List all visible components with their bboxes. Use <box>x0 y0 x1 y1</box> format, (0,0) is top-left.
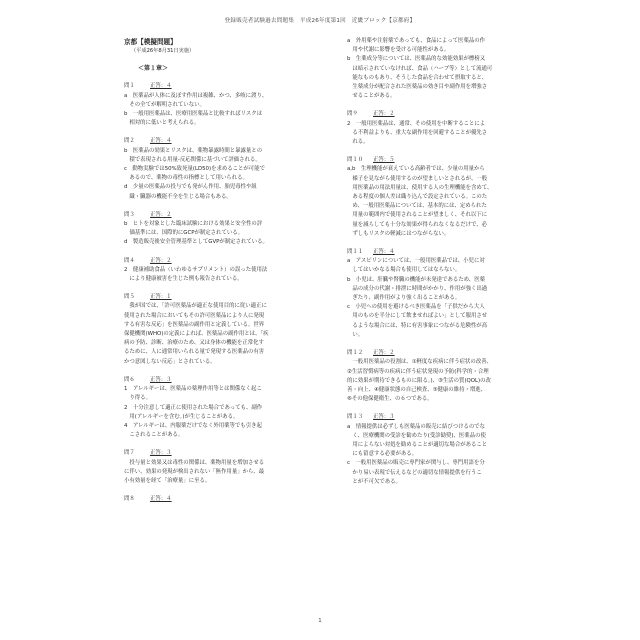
question-number: 問４ <box>124 257 135 264</box>
correct-answer: 正答：１ <box>150 294 172 301</box>
explanation-line: その全てが解明されていない。 <box>124 101 205 108</box>
question-heading <box>124 495 346 504</box>
correct-answer: 正答：３ <box>150 450 172 457</box>
question-number: 問８ <box>124 496 135 503</box>
question-number: 問１０ <box>347 157 364 164</box>
explanation-line: 2 十分注意して適正に使用された場合であっても、副作 <box>124 404 263 411</box>
explanation-line: るような場合には、特に有害事象につながる危険性が高 <box>347 322 488 329</box>
explanation-line: 量を減らしても十分な効果が得られなくなるだけで、必 <box>347 221 488 228</box>
explanation-line: 積で表現される用量-反応関係に基づいて評価される。 <box>124 156 261 163</box>
question-heading <box>124 211 346 220</box>
correct-answer: 正答：２ <box>150 211 172 218</box>
question-number: 問３ <box>124 211 135 218</box>
question-heading <box>347 110 567 119</box>
explanation-line: かつ意図しない反応」とされている。 <box>124 358 216 365</box>
explanation-line: 我が国では、「許可医薬品が適正な使用目的に従い適正に <box>124 303 267 310</box>
explanation-line: b 生薬成分等については、医薬品的な効能効果が標榜又 <box>347 56 486 63</box>
explanation-line: かり易い表現で伝えるなどの適切な情報提供を行うこ <box>347 469 482 476</box>
explanation-line: 投与量と効果又は毒性の関係は、薬物用量を増加させる <box>124 459 265 466</box>
exam-title: 京都【模擬問題】 <box>124 38 177 46</box>
right-column <box>347 37 567 487</box>
question-heading <box>347 156 567 165</box>
question-number: 問７ <box>124 450 135 457</box>
chapter-heading: ＜第１章＞ <box>138 65 169 73</box>
correct-answer: 正答：５ <box>373 157 395 164</box>
explanation-line: 生薬成分が配合された医薬品の効き目や副作用を増強さ <box>347 84 488 91</box>
question-number: 問１１ <box>347 249 364 256</box>
explanation-line: 用のものを半分にして飲ませればよい」として服用させ <box>347 313 488 320</box>
left-question-list <box>124 82 346 504</box>
explanation-line: 使用された場合においてもその許可医薬品により人に発現 <box>124 312 265 319</box>
explanation-line: 小有効量を経て「治療量」に至る。 <box>124 477 211 484</box>
explanation-line: せることがある。 <box>347 93 396 100</box>
correct-answer: 正答：２ <box>373 350 395 357</box>
correct-answer: 正答：４ <box>150 496 172 503</box>
explanation-line: あるので、薬物の毒性の指標として用いられる。 <box>124 175 248 182</box>
question-heading <box>124 449 346 458</box>
continued-answer-text <box>347 37 567 101</box>
explanation-line: ある程度の個人差は織り込んで設定されている。このた <box>347 194 488 201</box>
explanation-line: してはいかなる場合も使用してはならない。 <box>347 267 461 274</box>
question-number: 問１ <box>124 83 135 90</box>
explanation-line: b ヒトを対象とした臨床試験における効果と安全性の評 <box>124 221 263 228</box>
explanation-line: れる。 <box>347 139 369 146</box>
question-number: 問１３ <box>347 414 364 421</box>
explanation-line: c 小児への使用を避けるべき医薬品を「子供だから大人 <box>347 304 485 311</box>
explanation-line: り得る。 <box>124 395 151 402</box>
explanation-line: 用や代謝に影響を受ける可能性がある。 <box>347 47 450 54</box>
explanation-line: 用量の範囲内で使用されることが望ましく、それ以下に <box>347 212 488 219</box>
question-heading <box>124 82 346 91</box>
explanation-line: d 少量の医薬品の投与でも発がん作用、胎児毒性や組 <box>124 184 257 191</box>
question-heading <box>124 137 346 146</box>
explanation-line: する有害な反応」を医薬品の副作用と定義している。世界 <box>124 321 265 328</box>
explanation-line: b 一般用医薬品は、医療用医薬品と比較すればリスクは <box>124 111 263 118</box>
explanation-line: ⑥その他保健衛生、の６つである。 <box>347 396 433 403</box>
correct-answer: 正答：３ <box>150 376 172 383</box>
explanation-line: 相対的に低いと考えられる。 <box>124 120 200 127</box>
explanation-line: 用(アレルギーを含む。)が生じることがある。 <box>124 413 239 420</box>
explanation-line: ②生活習慣病等の疾病に伴う症状発現の予防(科学的・合理 <box>347 368 489 375</box>
explanation-line: る不利益よりも、重大な副作用を回避することが優先さ <box>347 129 488 136</box>
explanation-line: により健康被害を生じた例も報告されている。 <box>124 276 243 283</box>
correct-answer: 正答：４ <box>150 138 172 145</box>
explanation-line: ぎたり、副作用がより強く出ることがある。 <box>347 295 461 302</box>
explanation-line: 2 健康補助食品（いわゆるサプリメント）の誤った使用法 <box>124 266 268 273</box>
question-heading <box>124 257 346 266</box>
explanation-line: 価基準には、国際的にGCPが制定されている。 <box>124 230 244 237</box>
explanation-line: b 小児は、肝臓や腎臓の機能が未発達であるため、医薬 <box>347 276 485 283</box>
explanation-line: a アスピリンについては、一般用医薬品では、小児に対 <box>347 258 485 265</box>
page-header: 登録販売者試験過去問題集 平成26年度第1回 近畿ブロック【京都府】 <box>224 18 416 24</box>
explanation-line: こされることがある。 <box>124 432 184 439</box>
explanation-line: b 医薬品の効果とリスクは、薬物暴露時間と暴露量との <box>124 147 263 154</box>
explanation-line: c 一般用医薬品の販売に専門家が関与し、専門用語を分 <box>347 460 485 467</box>
explanation-line: c 動物実験では50%致死量(LD50)を求めることが可能で <box>124 166 265 173</box>
explanation-line: に伴い、効果の発現が検出されない「無作用量」から、最 <box>124 468 265 475</box>
explanation-line: 用医薬品の用法用量は、使用する人の生理機能を含めて、 <box>347 184 493 191</box>
page-number: 1 <box>318 618 322 624</box>
explanation-line: d 製造販売後安全管理基準としてGVPが制定されている。 <box>124 239 268 246</box>
explanation-line: 善・向上、④健康状態の自己検査、⑤健康の維持・増進、 <box>347 386 487 393</box>
explanation-line: 保健機関(WHO)の定義によれば、医薬品の副作用とは、「疾 <box>124 331 269 338</box>
question-heading <box>124 293 346 302</box>
explanation-line: 様子を見ながら使用するのが望ましいとされるが、一般 <box>347 175 488 182</box>
exam-date: （平成26年8月31日実施） <box>131 48 195 54</box>
question-number: 問５ <box>124 294 135 301</box>
correct-answer: 正答：２ <box>150 257 172 264</box>
explanation-line: 4 アレルギーは、内服薬だけでなく外用薬等でも引き起 <box>124 422 262 429</box>
correct-answer: 正答：４ <box>150 83 172 90</box>
left-column <box>124 37 346 504</box>
explanation-line: く、医療機関の受診を勧めたり(受診勧奨)、医薬品の使 <box>347 432 486 439</box>
explanation-line: 用によらない対処を勧めることが適切な場合があること <box>347 441 488 448</box>
explanation-line: い。 <box>347 331 364 338</box>
explanation-line: は暗示されていなければ、食品（ハーブ等）として流通可 <box>347 65 493 72</box>
correct-answer: 正答：３ <box>373 414 395 421</box>
explanation-line: a,b 生理機能が衰えている高齢者では、少量の用量から <box>347 166 485 173</box>
correct-answer: 正答：２ <box>373 111 395 118</box>
question-number: 問９ <box>347 111 358 118</box>
explanation-line: ずしもリスクの軽減にはつながらない。 <box>347 230 450 237</box>
explanation-line: 品の成分の代謝・排泄に時間がかかり、作用が強く出過 <box>347 285 488 292</box>
explanation-line: とが不可欠である。 <box>347 478 401 485</box>
explanation-line: 一般用医薬品の役割は、①軽度な疾病に伴う症状の改善、 <box>347 359 492 366</box>
explanation-line: 織・臓器の機能不全を生じる場合もある。 <box>124 193 232 200</box>
explanation-line: 2 一般用医薬品は、通常、その使用を中断することによ <box>347 120 486 127</box>
explanation-line: a 情報提供は必ずしも医薬品の販売に結びつけるのでな <box>347 423 486 430</box>
explanation-line: 病の予防、診断、治療のため、又は身体の機能を正常化す <box>124 340 264 347</box>
right-question-list <box>347 110 567 487</box>
correct-answer: 正答：４ <box>373 249 395 256</box>
question-heading <box>347 248 567 257</box>
question-heading <box>124 376 346 385</box>
explanation-line: a 外用薬や注射薬であっても、食品によって医薬品の作 <box>347 38 486 44</box>
question-number: 問２ <box>124 138 135 145</box>
question-heading <box>347 349 567 358</box>
question-number: 問６ <box>124 376 135 383</box>
explanation-line: るために、人に通常用いられる量で発現する医薬品の有害 <box>124 349 265 356</box>
explanation-line: 1 アレルギーは、医薬品の薬理作用等とは関係なく起こ <box>124 386 262 393</box>
explanation-line: a 医薬品が人体に及ぼす作用は複雑、かつ、多岐に渡り、 <box>124 92 268 99</box>
explanation-line: にも留意する必要がある。 <box>347 451 418 458</box>
explanation-line: 能なものもあり、そうした食品を合わせて摂取すると、 <box>347 74 488 81</box>
explanation-line: 的に効果が期待できるものに限る。)、③生活の質(QOL)の改 <box>347 377 491 384</box>
explanation-line: め、一般用医薬品については、基本的には、定められた <box>347 203 487 210</box>
question-number: 問１２ <box>347 350 364 357</box>
question-heading <box>347 413 567 422</box>
